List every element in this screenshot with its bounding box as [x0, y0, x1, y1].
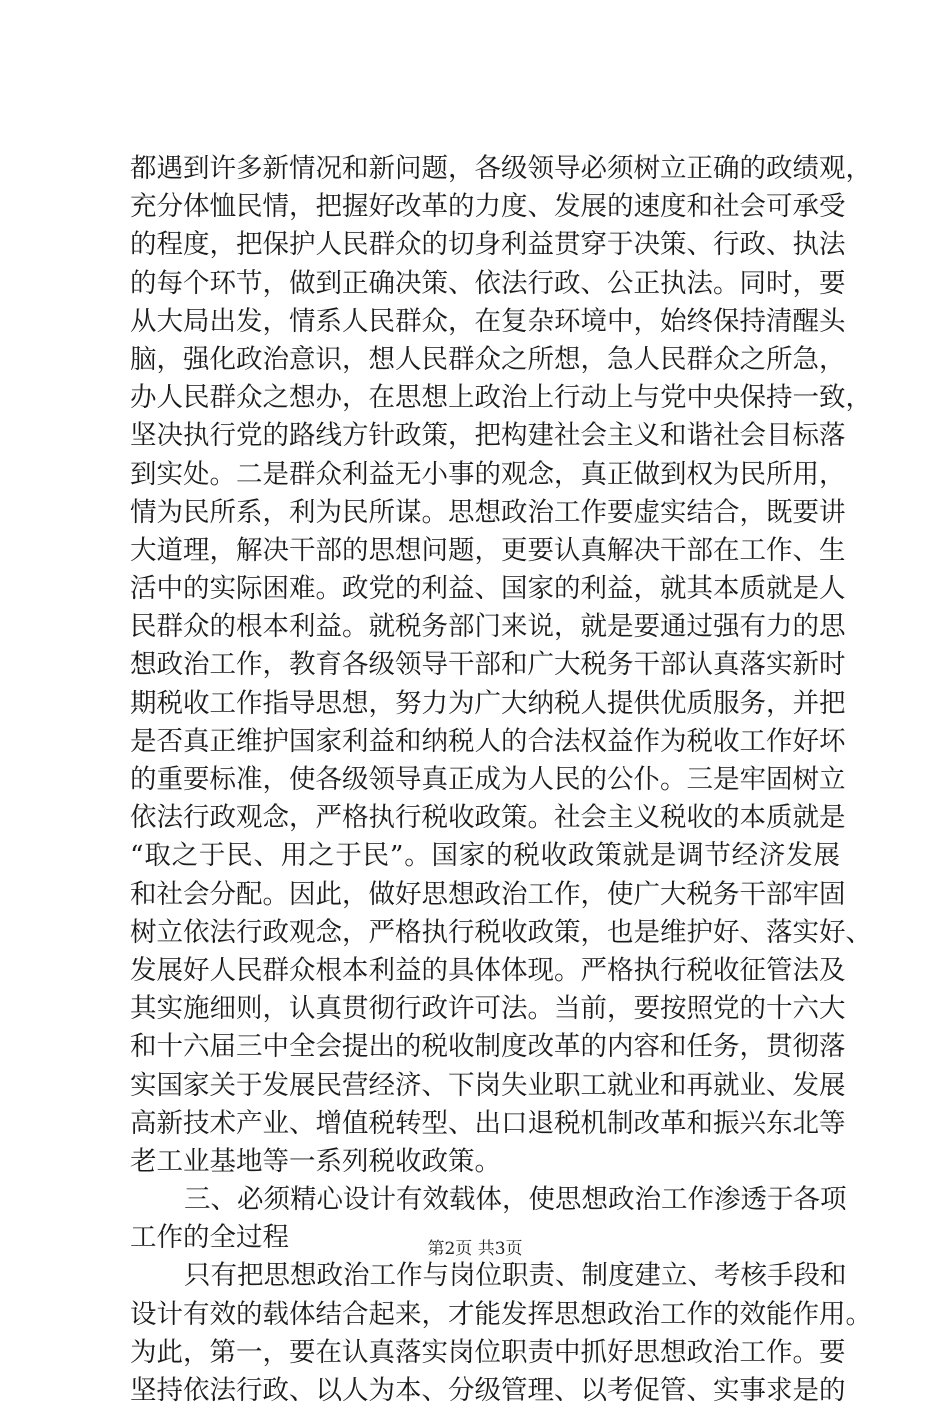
text-line: 脑，强化政治意识，想人民群众之所想，急人民群众之所急， [130, 343, 846, 375]
text-line: “取之于民、用之于民”。国家的税收政策就是调节经济发展 [130, 840, 840, 872]
text-line: 实国家关于发展民营经济、下岗失业职工就业和再就业、发展 [130, 1069, 846, 1101]
text-line: 情为民所系，利为民所谋。思想政治工作要虚实结合，既要讲 [130, 496, 846, 528]
text-line: 大道理，解决干部的思想问题，更要认真解决干部在工作、生 [130, 534, 846, 566]
text-line: 和社会分配。因此，做好思想政治工作，使广大税务干部牢固 [130, 878, 846, 910]
text-line: 民群众的根本利益。就税务部门来说，就是要通过强有力的思 [130, 611, 846, 643]
text-line: 设计有效的载体结合起来，才能发挥思想政治工作的效能作用。 [130, 1298, 872, 1330]
text-line: 发展好人民群众根本利益的具体体现。严格执行税收征管法及 [130, 954, 846, 986]
text-line: 的每个环节，做到正确决策、依法行政、公正执法。同时，要 [130, 267, 846, 299]
text-line: 想政治工作，教育各级领导干部和广大税务干部认真落实新时 [130, 649, 846, 681]
text-line: 的重要标准，使各级领导真正成为人民的公仆。三是牢固树立 [130, 764, 846, 795]
text-line: 树立依法行政观念，严格执行税收政策，也是维护好、落实好、 [130, 916, 872, 948]
text-line: 为此，第一，要在认真落实岗位职责中抓好思想政治工作。要 [130, 1336, 846, 1368]
text-line: 的程度，把保护人民群众的切身利益贯穿于决策、行政、执法 [130, 229, 846, 261]
section-heading-line: 三、必须精心设计有效载体，使思想政治工作渗透于各项 [184, 1184, 847, 1216]
text-line: 活中的实际困难。政党的利益、国家的利益，就其本质就是人 [130, 573, 846, 605]
text-line: 到实处。二是群众利益无小事的观念，真正做到权为民所用， [130, 458, 846, 490]
text-line: 坚持依法行政、以人为本、分级管理、以考促管、实事求是的 [130, 1375, 846, 1406]
text-line: 坚决执行党的路线方针政策，把构建社会主义和谐社会目标落 [130, 420, 846, 452]
text-line: 从大局出发，情系人民群众，在复杂环境中，始终保持清醒头 [130, 305, 846, 337]
text-line: 办人民群众之想办，在思想上政治上行动上与党中央保持一致， [130, 382, 872, 414]
page-number-footer: 第2页 共3页 [427, 1239, 523, 1259]
text-line: 是否真正维护国家利益和纳税人的合法权益作为税收工作好坏 [130, 725, 846, 757]
text-line: 和十六届三中全会提出的税收制度改革的内容和任务，贯彻落 [130, 1031, 846, 1063]
text-line: 其实施细则，认真贯彻行政许可法。当前，要按照党的十六大 [130, 993, 846, 1025]
text-line: 充分体恤民情，把握好改革的力度、发展的速度和社会可承受 [130, 191, 846, 223]
text-line: 期税收工作指导思想，努力为广大纳税人提供优质服务，并把 [130, 687, 846, 719]
text-line: 高新技术产业、增值税转型、出口退税机制改革和振兴东北等 [130, 1107, 846, 1139]
text-line: 依法行政观念，严格执行税收政策。社会主义税收的本质就是 [130, 802, 846, 834]
text-line: 老工业基地等一系列税收政策。 [130, 1145, 501, 1177]
section-heading-line: 工作的全过程 [130, 1222, 289, 1254]
text-line: 都遇到许多新情况和新问题，各级领导必须树立正确的政绩观， [130, 153, 872, 184]
body-text [130, 150, 872, 1410]
text-line: 只有把思想政治工作与岗位职责、制度建立、考核手段和 [184, 1260, 847, 1292]
